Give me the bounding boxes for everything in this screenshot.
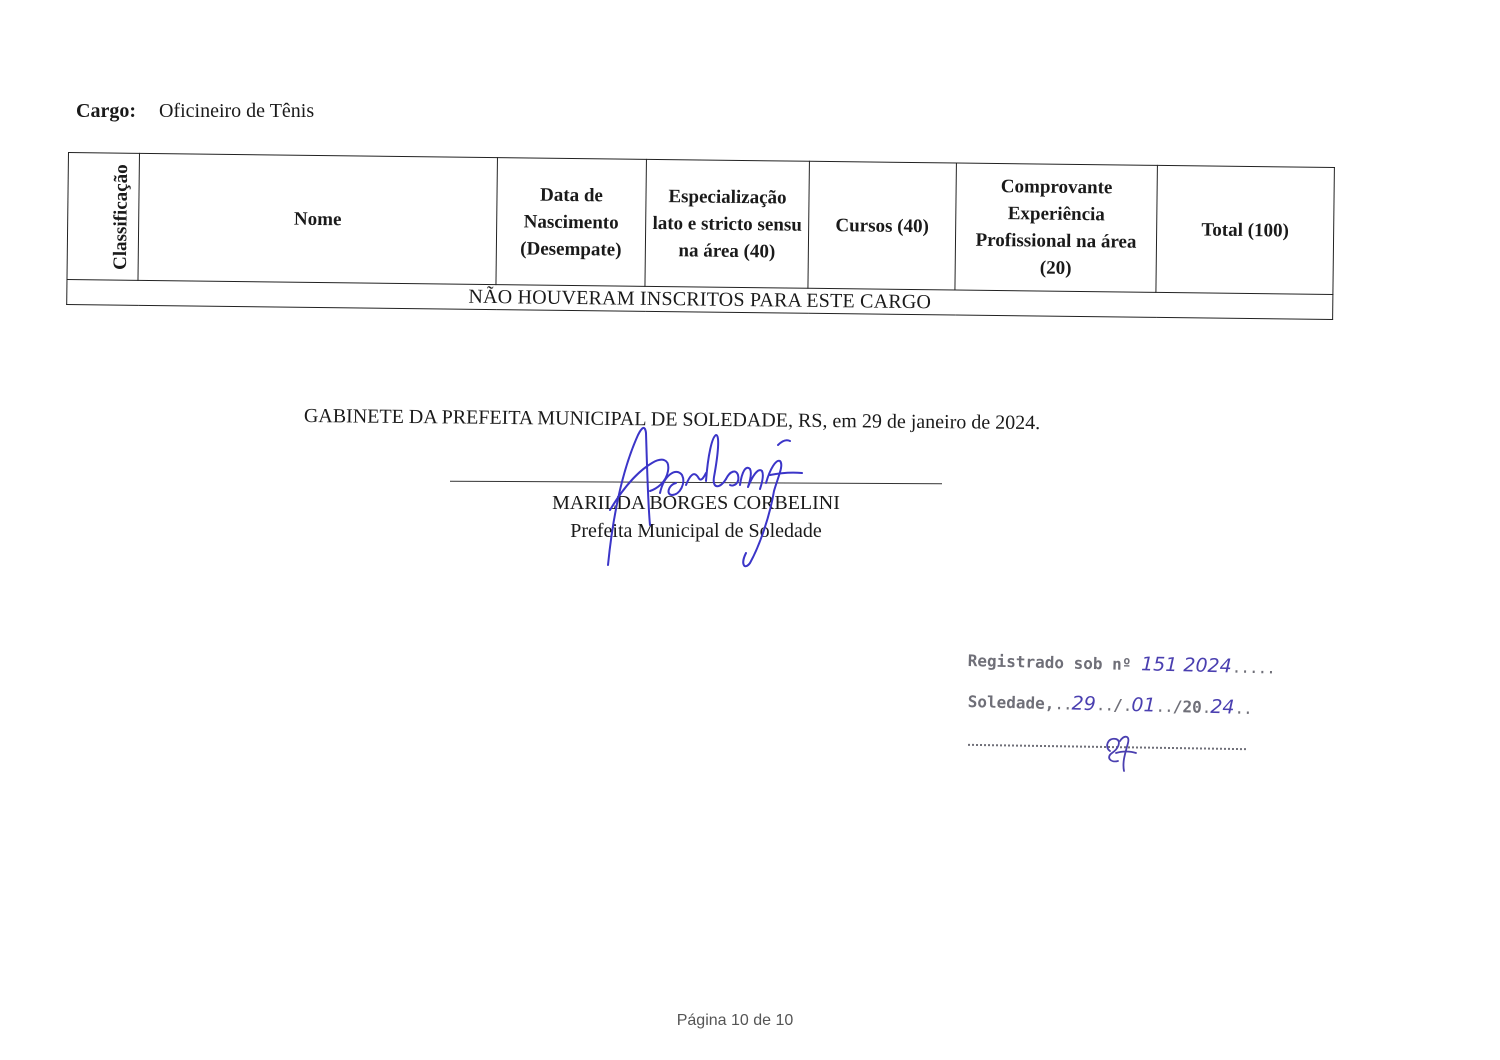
stamp-dots: . xyxy=(1201,697,1211,717)
stamp-city-label: Soledade, xyxy=(967,691,1055,714)
stamp-registration-row xyxy=(967,649,1275,679)
signer-name: MARILDA BORGES CORBELINI xyxy=(552,492,840,514)
stamp-dots: . xyxy=(1122,695,1132,715)
stamp-initials xyxy=(1100,731,1140,773)
cargo-line xyxy=(76,100,314,123)
cargo-value: Oficineiro de Tênis xyxy=(158,100,315,122)
handwritten-signature xyxy=(590,415,810,570)
stamp-date-row xyxy=(967,690,1252,719)
stamp-registered-label: Registrado sob nº xyxy=(967,650,1132,674)
ranking-table xyxy=(66,152,1335,320)
ranking-table-wrapper xyxy=(66,152,1335,320)
stamp-year-prefix: 20 xyxy=(1182,697,1202,717)
signer-role: Prefeita Municipal de Soledade xyxy=(570,520,822,542)
header-total: Total (100) xyxy=(1156,165,1334,294)
header-cursos: Cursos (40) xyxy=(808,161,956,290)
header-classificacao xyxy=(67,153,140,281)
stamp-dots: ..... xyxy=(1231,657,1276,678)
stamp-registered-number: 151 2024 xyxy=(1140,653,1232,678)
page-number: Página 10 de 10 xyxy=(676,1012,794,1029)
empty-message: NÃO HOUVERAM INSCRITOS PARA ESTE CARGO xyxy=(67,279,1333,319)
cargo-label: Cargo: xyxy=(76,100,136,122)
stamp-dots: .. xyxy=(1054,694,1072,714)
stamp-dots: .. xyxy=(1095,695,1114,715)
stamp-month: 01 xyxy=(1131,693,1156,717)
header-classificacao-label: Classificação xyxy=(109,163,133,270)
header-especializacao: Especialização lato e stricto sensu na área (40) xyxy=(645,159,809,288)
table-header-row xyxy=(67,153,1334,295)
footer-statement: GABINETE DA PREFEITA MUNICIPAL DE SOLEDADE, RS, em 29 de janeiro de 2024. xyxy=(303,405,1041,435)
header-experiencia: Comprovante Experiência Profissional na área (20) xyxy=(955,163,1157,292)
registration-stamp xyxy=(967,643,1276,778)
stamp-slash: / xyxy=(1112,695,1123,715)
header-nome: Nome xyxy=(138,153,497,284)
stamp-slash: / xyxy=(1172,697,1183,717)
stamp-dots: .. xyxy=(1234,698,1253,718)
stamp-dots: .. xyxy=(1155,696,1174,717)
stamp-year-suffix: 24 xyxy=(1210,695,1235,719)
header-data-nascimento: Data de Nascimento (Desempate) xyxy=(496,158,646,287)
stamp-day: 29 xyxy=(1071,692,1097,716)
